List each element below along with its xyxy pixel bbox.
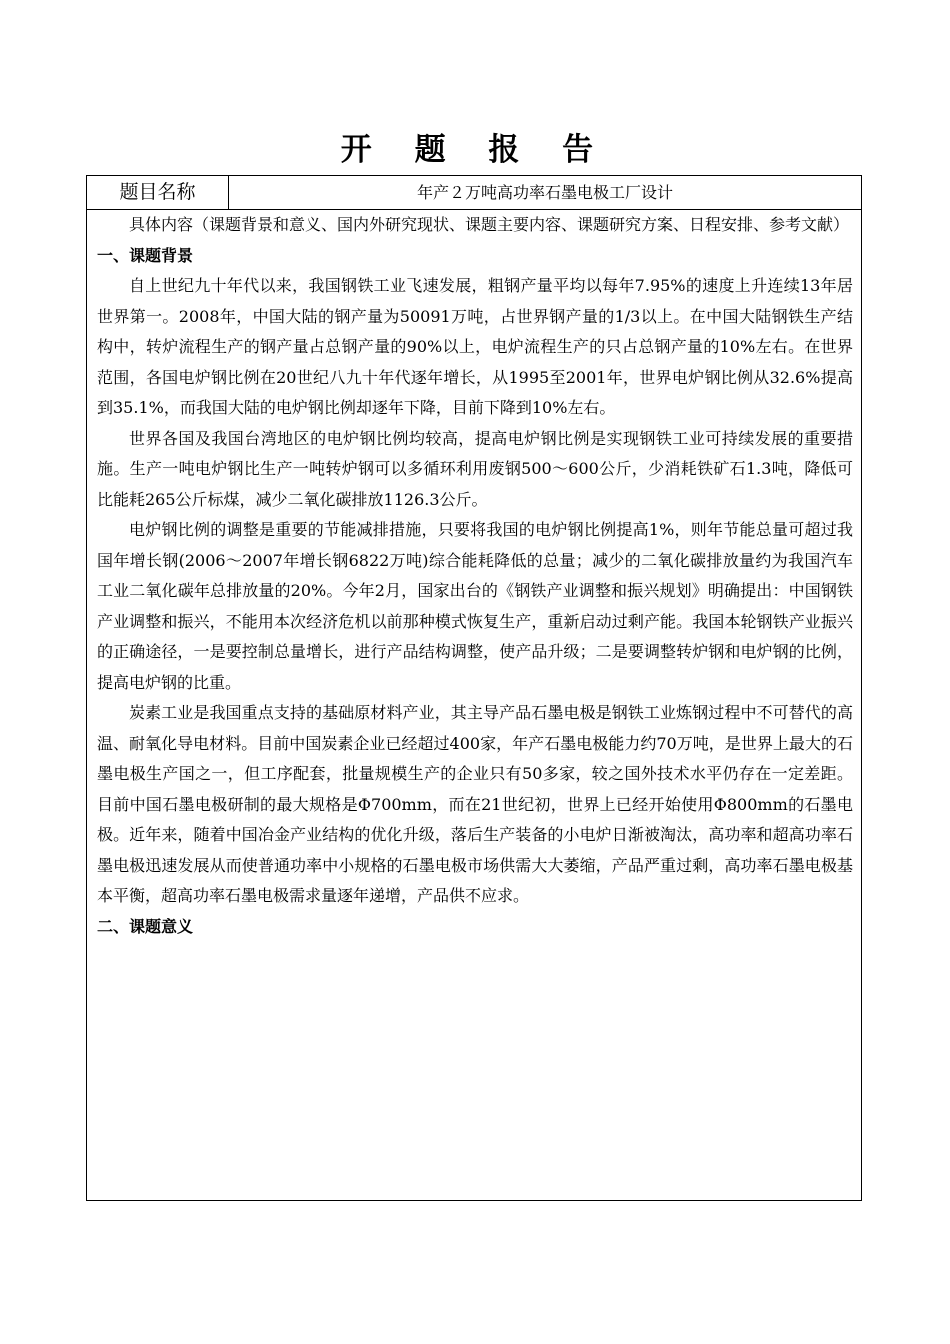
paragraph: 电炉钢比例的调整是重要的节能减排措施，只要将我国的电炉钢比例提高1%，则年节能总量可超过我国年增长钢(2006～2007年增长钢6822万吨)综合能耗降低的总量；减少的二氧化碳排放量约为我国汽车工业二氧化碳年总排放量的20%。今年2月，国家出台的《钢铁产业调整和振兴规划》明确提出：中国钢铁产业调整和振兴，不能用本次经济危机以前那种模式恢复生产，重新启动过剩产能。我国本轮钢铁产业振兴的正确途径，一是要控制总量增长，进行产品结构调整，使产品升级；二是要调整转炉钢和电炉钢的比例，提高电炉钢的比重。 xyxy=(97,520,853,692)
content-intro: 具体内容（课题背景和意义、国内外研究现状、课题主要内容、课题研究方案、日程安排、参考文献） xyxy=(129,215,850,234)
content-cell xyxy=(97,210,853,942)
section-heading-significance: 二、课题意义 xyxy=(97,916,194,936)
paragraph: 炭素工业是我国重点支持的基础原材料产业，其主导产品石墨电极是钢铁工业炼钢过程中不可替代的高温、耐氧化导电材料。目前中国炭素企业已经超过400家，年产石墨电极能力约70万吨，是世界上最大的石墨电极生产国之一，但工序配套，批量规模生产的企业只有50多家，较之国外技术水平仍存在一定差距。目前中国石墨电极研制的最大规格是Φ700mm，而在21世纪初，世界上已经开始使用Φ800mm的石墨电极。近年来，随着中国冶金产业结构的优化升级，落后生产装备的小电炉日渐被淘汰，高功率和超高功率石墨电极迅速发展从而使普通功率中小规格的石墨电极市场供需大大萎缩，产品严重过剩，高功率石墨电极基本平衡，超高功率石墨电极需求量逐年递增，产品供不应求。 xyxy=(97,703,853,905)
page-title: 开 题 报 告 xyxy=(340,132,610,168)
topic-label: 题目名称 xyxy=(87,176,229,209)
topic-row xyxy=(87,176,861,210)
paragraph: 世界各国及我国台湾地区的电炉钢比例均较高，提高电炉钢比例是实现钢铁工业可持续发展的重要措施。生产一吨电炉钢比生产一吨转炉钢可以多循环利用废钢500～600公斤，少消耗铁矿石1.3吨，降低可比能耗265公斤标煤，减少二氧化碳排放1126.3公斤。 xyxy=(97,428,853,509)
section-heading-background: 一、课题背景 xyxy=(97,245,194,265)
report-table xyxy=(86,175,862,1201)
paragraph: 自上世纪九十年代以来，我国钢铁工业飞速发展，粗钢产量平均以每年7.95%的速度上升连续13年居世界第一。2008年，中国大陆的钢产量为50091万吨，占世界钢产量的1/3以上。在中国大陆钢铁生产结构中，转炉流程生产的钢产量占总钢产量的90%以上，电炉流程生产的只占总钢产量的10%左右。在世界范围，各国电炉钢比例在20世纪八九十年代逐年增长，从1995至2001年，世界电炉钢比例从32.6%提高到35.1%，而我国大陆的电炉钢比例却逐年下降，目前下降到10%左右。 xyxy=(97,276,853,417)
topic-value: 年产２万吨高功率石墨电极工厂设计 xyxy=(416,183,673,202)
